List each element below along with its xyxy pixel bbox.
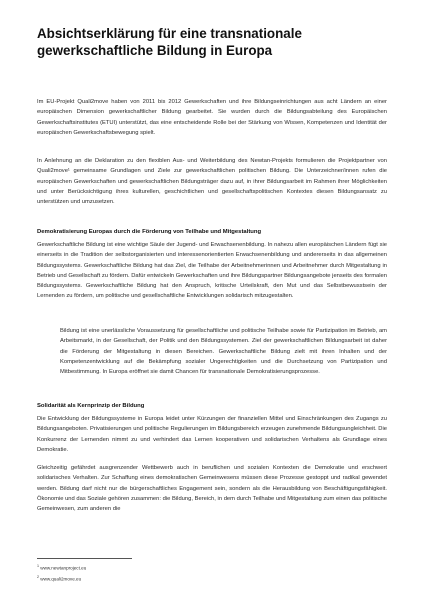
section-1-indented-paragraph: Bildung ist eine unerlässliche Voraussetzung für gesellschaftliche und politische Teilhabe sowie für Partizipation im Betrieb, am Arbeitsmarkt, in der Gesellschaft, der Politik und den Bildungssystemen. Ziel der gewerkschaftlichen Bildungsarbeit ist daher die Förderung der Mitgestaltung in diesen Bereichen. Gewerkschaftliche Bildung zielt mit ihren Inhalten und der Kompetenzentwicklung auf die Bekämpfung sozialer Ungerechtigkeiten und die Durchsetzung von Partizipation und Mitbestimmung. In Europa eröffnet sie damit Chancen für transnationale Demokratisierungsprozesse.	[60, 328, 387, 376]
footnote-2	[37, 574, 81, 583]
section-2-paragraph-2: Gleichzeitig gefährdet ausgrenzender Wettbewerb auch in beruflichen und sozialen Kontexten die Demokratie und erschwert solidarisches Verhalten. Zur Schaffung eines demokratischen Gemeinwesens müssen diese Prozesse gestoppt und radikal gewendet werden. Bildung darf nicht nur die bürgerschaftliches Engagement sein, sondern als die Herausbildung von Beschäftigungsfähigkeit. Ökonomie und das Soziale gehören zusammen: die Bildung, Bereich, in dem durch Teilhabe und Mitgestaltung zum einen das politische Gemeinwesen, zum anderen die	[37, 465, 387, 513]
footnote-2-link[interactable]: www.quali2move.eu	[40, 576, 82, 582]
section-1-paragraph: Gewerkschaftliche Bildung ist eine wichtige Säule der Jugend- und Erwachsenenbildung. In nahezu allen europäischen Ländern fügt sie einerseits in die Tradition der selbstorganisierten und interessenorientierten Erwachsenenbildung und andererseits in das allgemeinen Bildungssystems. Gewerkschaftliche Bildung hat das Ziel, die Teilhabe der Arbeitnehmerinnen und Arbeitnehmer durch Mitgestaltung in Betrieb und Gesellschaft zu fördern. Dafür entwickeln Gewerkschaften und ihre Bildungspartner Bildungsangebote jenseits des formalen Bildungssystems. Gewerkschaftliche Bildung hat den Anspruch, kritische Urteilskraft, den Mut und das Selbstbewusstsein der Lernenden zu fördern, um politische und gesellschaftliche Entwicklungen solidarisch mitzugestalten.	[37, 242, 387, 300]
intro-paragraph-1: Im EU-Projekt Quali2move haben von 2011 bis 2012 Gewerkschaften und ihre Bildungseinrichtungen aus acht Ländern an einer europäischen Dimension gewerkschaftlicher Bildung gearbeitet. Sie wurden durch die Bildungsabteilung des Europäischen Gewerkschaftsinstitutes (ETUI) unterstützt, das eine entscheidende Rolle bei der Stärkung von Wissen, Kompetenzen und Identität der europäischen Gewerkschaftsbewegung spielt.	[37, 99, 387, 136]
footnote-2-mark: 2	[37, 575, 39, 579]
footnote-1-link[interactable]: www.newtanproject.eu	[40, 565, 87, 571]
intro-paragraph-2: In Anlehnung an die Deklaration zu den flexiblen Aus- und Weiterbildung des Newtan-Projekts formulieren die Projektpartner von Quali2move¹ gemeinsame Grundlagen und Ziele zur gewerkschaftlichen politischen Bildung. Die Unterzeichner/innen rufen die europäischen Gewerkschaften und gewerkschaftlichen Bildungsträger dazu auf, in ihrer Bildungsarbeit im Rahmen ihrer Möglichkeiten und unter Berücksichtigung ihres kulturellen, geschichtlichen und gesellschaftspolitischen Kontextes diesen Bildungsansatz zu unterstützen und umzusetzen.	[37, 158, 387, 206]
footnote-1-mark: 1	[37, 564, 39, 568]
section-2-paragraph: Die Entwicklung der Bildungssysteme in Europa leidet unter Kürzungen der finanziellen Mittel und Einschränkungen des Zugangs zu Bildungsangeboten. Privatisierungen und politische Regulierungen im Bildungsbereich erzeugen zunehmende Bildungsungleichheit. Die Konkurrenz der Lernenden nimmt zu und verhindert das Lernen kooperativen und solidarischen Verhaltens als Grundlage eines Demokratie.	[37, 416, 387, 453]
section-heading-2: Solidarität als Kernprinzip der Bildung	[37, 403, 145, 409]
footnote-1	[37, 563, 86, 572]
footnote-rule	[37, 558, 132, 559]
document-title: Absichtserklärung für eine transnationale gewerkschaftliche Bildung in Europa	[37, 26, 302, 58]
section-heading-1: Demokratisierung Europas durch die Förderung von Teilhabe und Mitgestaltung	[37, 229, 262, 235]
